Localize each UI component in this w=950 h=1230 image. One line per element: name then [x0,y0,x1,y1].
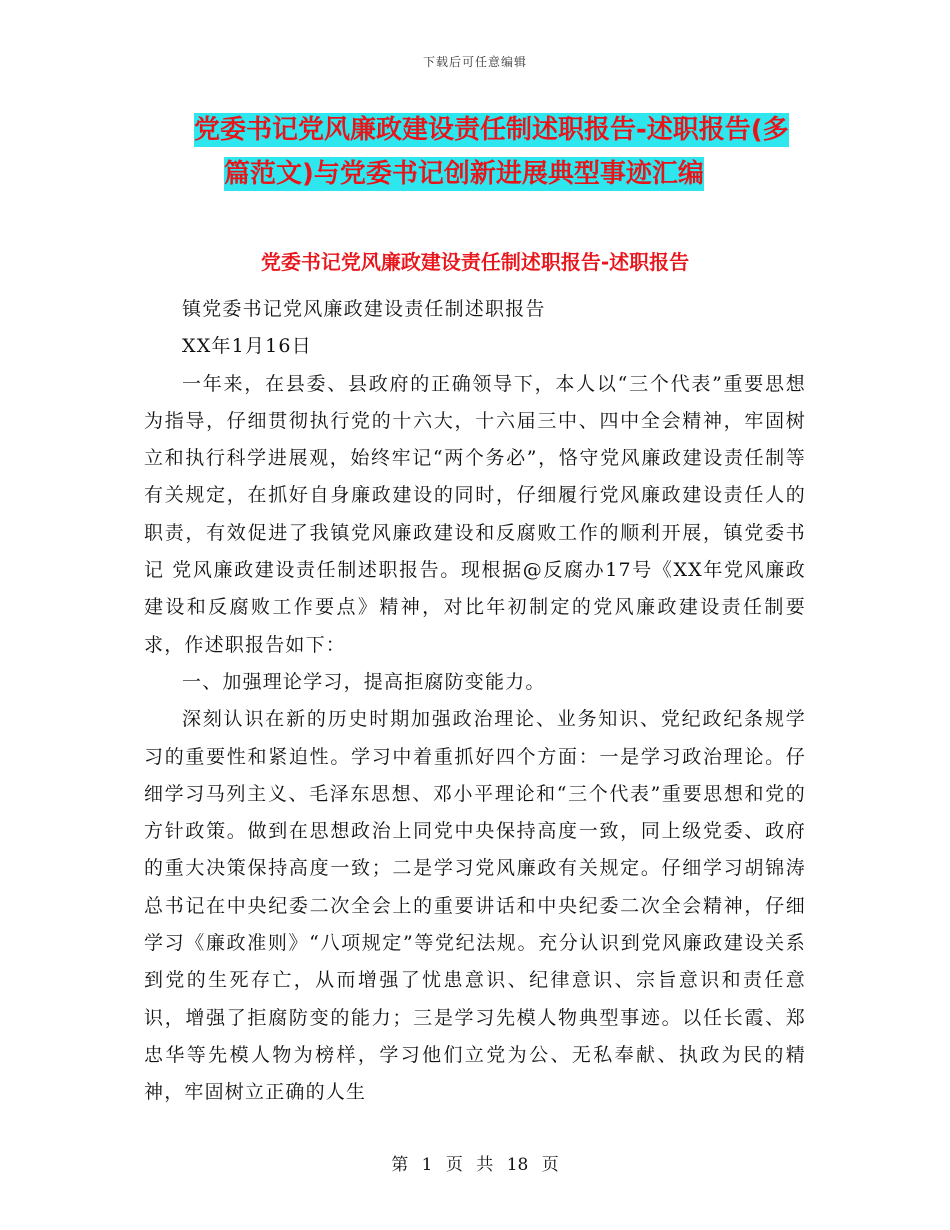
document-title-line-1: 党委书记党风廉政建设责任制述职报告-述职报告(多 [194,115,789,145]
document-body [144,291,806,1112]
document-title [190,108,810,196]
page-footer: 第 1 页 共 18 页 [391,1155,559,1175]
section-heading: 一、加强理论学习，提高拒腐防变能力。 [182,670,546,693]
document-title-line-2: 篇范文)与党委书记创新进展典型事迹汇编 [224,159,704,189]
report-subtitle: 镇党委书记党风廉政建设责任制述职报告 [182,298,546,320]
page-header: 下载后可任意编辑 [422,55,527,69]
body-paragraph: 深刻认识在新的历史时期加强政治理论、业务知识、党纪政纪条规学习的重要性和紧迫性。学习中着重抓好四个方面：一是学习政治理论。仔细学习马列主义、毛泽东思想、邓小平理论和“三个代表”重要思想和党的方针政策。做到在思想政治上同党中央保持高度一致，同上级党委、政府的重大决策保持高度一致；二是学习党风廉政有关规定。仔细学习胡锦涛总书记在中央纪委二次全会上的重要讲话和中央纪委二次全会精神，仔细学习《廉政准则》“八项规定”等党纪法规。充分认识到党风廉政建设关系到党的生死存亡，从而增强了忧患意识、纪律意识、宗旨意识和责任意识，增强了拒腐防变的能力；三是学习先模人物典型事迹。以任长霞、郑忠华等先模人物为榜样，学习他们立党为公、无私奉献、执政为民的精神，牢固树立正确的人生 [144,708,806,1104]
section-title: 党委书记党风廉政建设责任制述职报告-述职报告 [260,250,690,274]
report-date: XX年1月16日 [182,335,312,358]
body-paragraph: 一年来，在县委、县政府的正确领导下，本人以“三个代表”重要思想为指导，仔细贯彻执行党的十六大，十六届三中、四中全会精神，牢固树立和执行科学进展观，始终牢记“两个务必”，恪守党风廉政建设责任制等有关规定，在抓好自身廉政建设的同时，仔细履行党风廉政建设责任人的职责，有效促进了我镇党风廉政建设和反腐败工作的顺利开展，镇党委书记 党风廉政建设责任制述职报告。现根据@反腐办17号《XX年党风廉政建设和反腐败工作要点》精神，对比年初制定的党风廉政建设责任制要求，作述职报告如下： [144,372,806,656]
